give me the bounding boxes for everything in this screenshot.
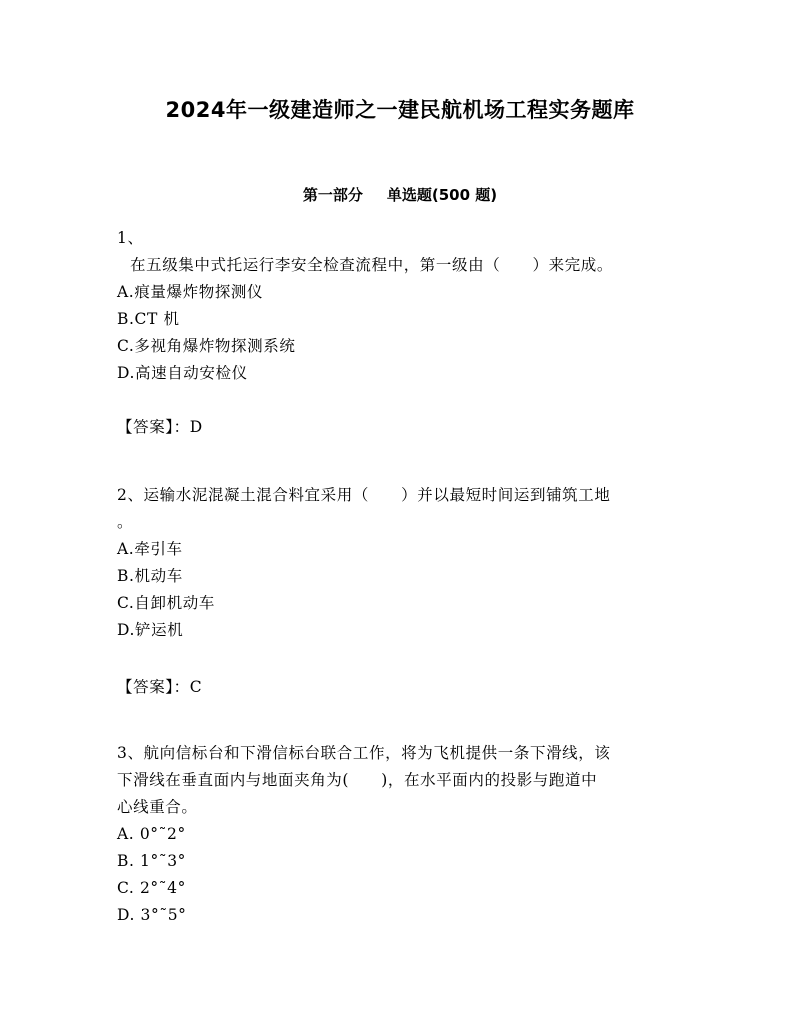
question-1-option-d: D.高速自动安检仪 [117,364,248,382]
section-name: 单选题(500 题) [386,186,498,204]
question-3-stem-line-3: 心线重合。 [117,798,198,816]
question-2-option-d: D.铲运机 [117,621,184,639]
question-2-stem-line-2: 。 [117,513,134,531]
question-1-stem: 在五级集中式托运行李安全检查流程中，第一级由（ ）来完成。 [130,256,614,274]
section-heading [0,184,800,205]
question-3-stem-line-1: 3、航向信标台和下滑信标台联合工作，将为飞机提供一条下滑线，该 [117,744,611,762]
question-1-answer: 【答案】：D [117,418,203,436]
question-3-option-c: C. 2°˜4° [117,879,186,897]
question-1-option-c: C.多视角爆炸物探测系统 [117,337,296,355]
question-1-option-b: B.CT 机 [117,310,180,328]
question-3-option-d: D. 3°˜5° [117,906,187,924]
question-2-option-a: A.牵引车 [117,540,183,558]
document-title: 2024年一级建造师之一建民航机场工程实务题库 [165,98,635,122]
question-1-number: 1、 [117,229,144,247]
question-2-option-b: B.机动车 [117,567,183,585]
question-3-option-a: A. 0°˜2° [117,825,186,843]
question-3-option-b: B. 1°˜3° [117,852,187,870]
question-3-stem-line-2: 下滑线在垂直面内与地面夹角为( )，在水平面内的投影与跑道中 [117,771,598,789]
section-part: 第一部分 [302,186,363,204]
question-1-option-a: A.痕量爆炸物探测仪 [117,283,264,301]
question-2-stem-line-1: 2、运输水泥混凝土混合料宜采用（ ）并以最短时间运到铺筑工地 [117,486,611,504]
question-2-answer: 【答案】：C [117,678,203,696]
question-2-option-c: C.自卸机动车 [117,594,215,612]
